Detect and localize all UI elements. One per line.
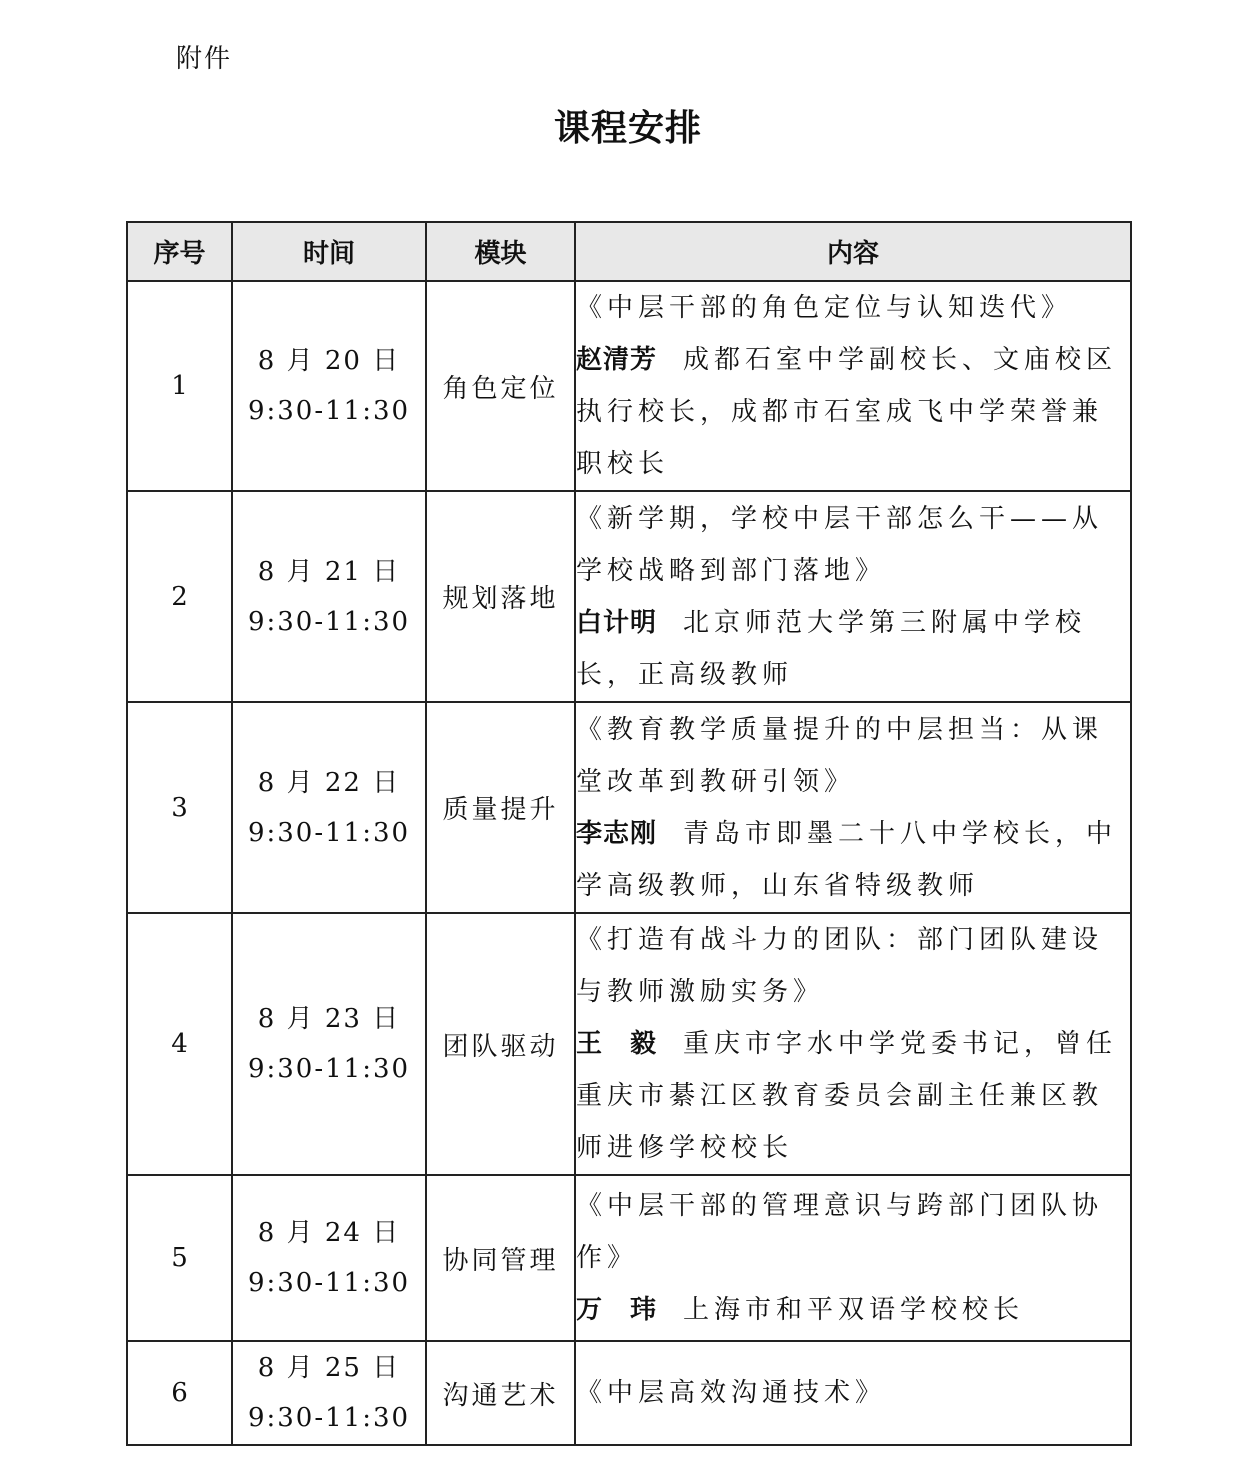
row-module: 质量提升 bbox=[426, 702, 575, 913]
speaker-bio: 上海市和平双语学校校长 bbox=[683, 1295, 1025, 1325]
row-time bbox=[232, 491, 426, 702]
row-time-range: 9:30-11:30 bbox=[247, 817, 411, 848]
course-title: 《中层干部的角色定位与认知迭代》 bbox=[576, 293, 1073, 323]
row-date: 8 月 22 日 bbox=[257, 767, 401, 798]
row-number: 5 bbox=[127, 1175, 232, 1341]
speaker-name: 李志刚 bbox=[576, 818, 658, 849]
page-title: 课程安排 bbox=[553, 108, 702, 149]
row-date: 8 月 20 日 bbox=[257, 346, 401, 376]
row-time bbox=[232, 1341, 426, 1445]
row-content bbox=[575, 1341, 1131, 1445]
table-row bbox=[127, 702, 1131, 913]
row-date: 8 月 24 日 bbox=[257, 1218, 401, 1248]
row-time-range: 9:30-11:30 bbox=[247, 396, 411, 426]
row-number: 3 bbox=[127, 702, 232, 913]
speaker-bio: 成都石室中学副校长、文庙校区执行校长，成都市石室成飞中学荣誉兼职校长 bbox=[576, 345, 1118, 479]
row-content bbox=[575, 1175, 1131, 1341]
speaker-name: 万 玮 bbox=[576, 1295, 658, 1325]
column-header-module: 模块 bbox=[426, 222, 575, 281]
row-time-range: 9:30-11:30 bbox=[247, 1268, 411, 1298]
column-header-time: 时间 bbox=[232, 222, 426, 281]
attachment-label: 附件 bbox=[176, 44, 233, 74]
table-header-row bbox=[127, 222, 1131, 281]
table-row bbox=[127, 1341, 1131, 1445]
course-title: 《中层高效沟通技术》 bbox=[576, 1378, 887, 1408]
column-header-content: 内容 bbox=[575, 222, 1131, 281]
row-module: 规划落地 bbox=[426, 491, 575, 702]
row-time-range: 9:30-11:30 bbox=[247, 606, 411, 637]
row-time-range: 9:30-11:30 bbox=[247, 1403, 411, 1433]
row-number: 4 bbox=[127, 913, 232, 1175]
course-title: 《中层干部的管理意识与跨部门团队协作》 bbox=[576, 1191, 1104, 1273]
row-module: 协同管理 bbox=[426, 1175, 575, 1341]
row-content bbox=[575, 281, 1131, 491]
table-row bbox=[127, 1175, 1131, 1341]
course-title: 《新学期，学校中层干部怎么干——从学校战略到部门落地》 bbox=[576, 503, 1104, 586]
speaker-name: 白计明 bbox=[576, 607, 658, 638]
row-content bbox=[575, 702, 1131, 913]
course-schedule-table bbox=[126, 221, 1132, 1446]
table-row bbox=[127, 913, 1131, 1175]
speaker-bio: 北京师范大学第三附属中学校长，正高级教师 bbox=[576, 607, 1087, 690]
row-time bbox=[232, 702, 426, 913]
row-module: 角色定位 bbox=[426, 281, 575, 491]
speaker-bio: 重庆市字水中学党委书记，曾任重庆市綦江区教育委员会副主任兼区教师进修学校校长 bbox=[576, 1029, 1118, 1163]
row-module: 沟通艺术 bbox=[426, 1341, 575, 1445]
table-row bbox=[127, 491, 1131, 702]
row-time-range: 9:30-11:30 bbox=[247, 1054, 411, 1084]
table-row bbox=[127, 281, 1131, 491]
row-time bbox=[232, 1175, 426, 1341]
row-number: 6 bbox=[127, 1341, 232, 1445]
row-number: 2 bbox=[127, 491, 232, 702]
row-time bbox=[232, 913, 426, 1175]
speaker-name: 赵清芳 bbox=[576, 345, 658, 375]
row-number: 1 bbox=[127, 281, 232, 491]
row-date: 8 月 23 日 bbox=[257, 1004, 401, 1034]
row-date: 8 月 25 日 bbox=[257, 1353, 401, 1383]
course-title: 《打造有战斗力的团队：部门团队建设与教师激励实务》 bbox=[576, 925, 1104, 1007]
speaker-bio: 青岛市即墨二十八中学校长，中学高级教师，山东省特级教师 bbox=[576, 818, 1118, 901]
row-time bbox=[232, 281, 426, 491]
row-date: 8 月 21 日 bbox=[257, 556, 401, 587]
course-title: 《教育教学质量提升的中层担当：从课堂改革到教研引领》 bbox=[576, 714, 1104, 797]
row-content bbox=[575, 491, 1131, 702]
column-header-number: 序号 bbox=[127, 222, 232, 281]
row-module: 团队驱动 bbox=[426, 913, 575, 1175]
speaker-name: 王 毅 bbox=[576, 1029, 658, 1059]
row-content bbox=[575, 913, 1131, 1175]
